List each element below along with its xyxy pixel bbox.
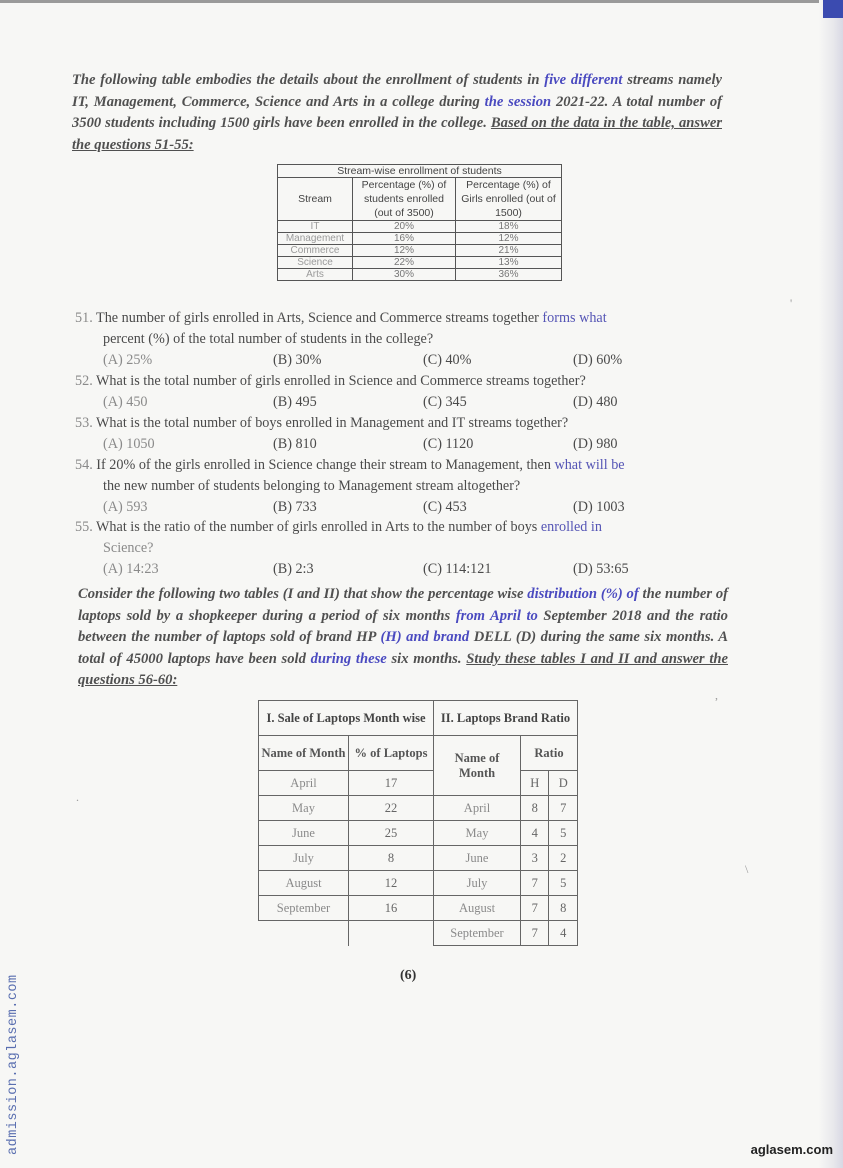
option-b: (B) 810 (273, 436, 317, 452)
ratio-month-cell: April (434, 796, 521, 821)
sales-pct-cell: 25 (349, 821, 434, 846)
option-c: (C) 40% (423, 352, 472, 368)
ratio-d-cell: 4 (549, 921, 578, 946)
question-text: What is the total number of girls enrolled in Science and Commerce streams together? (96, 373, 586, 389)
ratio-d-cell: 2 (549, 846, 578, 871)
question-number: 54. (75, 457, 93, 473)
ratio-month-cell: August (434, 896, 521, 921)
sales-pct-cell: 8 (349, 846, 434, 871)
ratio-month-cell: July (434, 871, 521, 896)
table-row (278, 221, 562, 233)
table-row (259, 871, 578, 896)
table1-stream-cell: Commerce (278, 245, 353, 257)
option-a: (A) 25% (103, 352, 153, 368)
ratio-h-cell: 7 (521, 921, 549, 946)
intro-paragraph-1 (72, 70, 722, 156)
ratio-d-cell: 7 (549, 796, 578, 821)
option-a: (A) 1050 (103, 436, 155, 452)
intro2-text-d: from April to (455, 607, 538, 624)
table-row (278, 233, 562, 245)
ratio-month-cell: September (434, 921, 521, 946)
intro1-text-e: 2021-22. A total number of 3500 students including 1500 girls have been enrolled in the college. (72, 93, 723, 131)
intro1-text-b: five different (544, 72, 623, 88)
answer-options (75, 497, 735, 517)
ratio-d-cell: 5 (549, 821, 578, 846)
intro2-text-f: (H) and brand (380, 629, 470, 645)
intro1-text-c: streams namely IT, Management, Commerce, Science and Arts in a college during (72, 72, 722, 110)
table-row (259, 821, 578, 846)
blank-cell (349, 921, 434, 946)
table1-students-cell: 16% (353, 233, 456, 245)
question-text: The number of girls enrolled in Arts, Science and Commerce streams together (96, 310, 543, 326)
table-row (278, 245, 562, 257)
option-d: (D) 980 (573, 436, 618, 452)
ratio-h-cell: 8 (521, 796, 549, 821)
table-row (259, 896, 578, 921)
table1-header-girls: Percentage (%) of Girls enrolled (out of 1500) (456, 178, 562, 221)
footer-watermark: aglasem.com (750, 1142, 833, 1157)
ratio-h-cell: 7 (521, 871, 549, 896)
ratio-d-cell: 5 (549, 871, 578, 896)
intro1-text-d: the session (484, 93, 552, 110)
answer-options (75, 434, 735, 454)
sales-month-cell: September (259, 896, 349, 921)
table1-girls-cell: 13% (456, 257, 562, 269)
scan-speck: \ (745, 862, 749, 876)
question-54 (75, 455, 735, 517)
scan-speck: ' (790, 296, 793, 310)
blank-cell (259, 921, 349, 946)
sales-pct-cell: 17 (349, 771, 434, 796)
ratio-h-cell: 3 (521, 846, 549, 871)
laptop-sales-tables (258, 700, 578, 946)
table2-caption-sales: I. Sale of Laptops Month wise (259, 701, 434, 736)
option-a: (A) 593 (103, 499, 148, 515)
scan-speck: . (76, 790, 79, 804)
table2-header-ratio: Ratio (521, 736, 578, 771)
sales-month-cell: June (259, 821, 349, 846)
answer-options (75, 392, 735, 412)
intro2-text-c: the number of laptops sold by a shopkeeper during a period of six months (78, 586, 728, 624)
option-c: (C) 114:121 (423, 561, 492, 577)
ratio-d-cell: 8 (549, 896, 578, 921)
question-52 (75, 371, 735, 412)
option-b: (B) 2:3 (273, 561, 314, 577)
question-text-continued: what will be (554, 457, 625, 473)
ratio-month-cell: May (434, 821, 521, 846)
question-text: If 20% of the girls enrolled in Science change their stream to Management, then (96, 457, 555, 473)
option-b: (B) 495 (273, 394, 317, 410)
intro1-text-a: The following table embodies the details about the enrollment of students in (72, 72, 545, 88)
side-watermark: admission.aglasem.com (6, 974, 21, 1155)
option-d: (D) 53:65 (573, 561, 629, 577)
option-a: (A) 14:23 (103, 561, 159, 577)
sales-month-cell: August (259, 871, 349, 896)
intro2-instruction: Study these tables I and II and answer the questions 56-60: (78, 650, 728, 688)
table2-header-pct: % of Laptops (349, 736, 434, 771)
table1-students-cell: 12% (353, 245, 456, 257)
question-text-line2: the new number of students belonging to Management stream altogether? (103, 478, 521, 494)
question-51 (75, 308, 735, 370)
sales-month-cell: July (259, 846, 349, 871)
top-scan-line (0, 0, 843, 3)
table1-header-students: Percentage (%) of students enrolled (out of 3500) (353, 178, 456, 221)
table1-girls-cell: 12% (456, 233, 562, 245)
option-c: (C) 453 (423, 499, 467, 515)
ratio-d-header: D (549, 771, 578, 796)
sales-month-cell: April (259, 771, 349, 796)
stream-enrollment-table (277, 164, 562, 281)
intro2-text-a: Consider the following two tables (I and II) that show the percentage wise (78, 586, 528, 602)
question-number: 51. (75, 310, 93, 326)
question-text: What is the total number of boys enrolled in Management and IT streams together? (96, 415, 569, 431)
option-b: (B) 733 (273, 499, 317, 515)
table1-stream-cell: Arts (278, 269, 353, 281)
intro1-instruction: Based on the data in the table, answer the questions 51-55: (72, 115, 722, 153)
sales-pct-cell: 16 (349, 896, 434, 921)
question-number: 53. (75, 415, 93, 431)
intro2-text-e: September 2018 and the ratio between the number of laptops sold of brand HP (78, 607, 728, 645)
table-row (259, 796, 578, 821)
table-row (278, 269, 562, 281)
ratio-h-cell: 7 (521, 896, 549, 921)
option-d: (D) 1003 (573, 499, 625, 515)
question-text-continued: forms what (542, 310, 607, 326)
question-number: 52. (75, 373, 93, 389)
table-row (259, 846, 578, 871)
scan-speck: , (715, 688, 718, 702)
table1-students-cell: 20% (353, 221, 456, 233)
table1-header-stream: Stream (278, 178, 353, 221)
table2-header-month2: Name of Month (434, 736, 521, 796)
intro2-text-b: distribution (%) of (527, 586, 639, 602)
option-a: (A) 450 (103, 394, 148, 410)
table1-girls-cell: 18% (456, 221, 562, 233)
question-53 (75, 413, 735, 454)
table-row (259, 921, 578, 946)
ratio-h-cell: 4 (521, 821, 549, 846)
table-row (278, 257, 562, 269)
intro2-text-i: six months. (386, 650, 467, 667)
intro2-text-h: during these (310, 650, 387, 667)
table1-students-cell: 30% (353, 269, 456, 281)
table1-stream-cell: Science (278, 257, 353, 269)
question-text-continued: enrolled in (540, 519, 602, 535)
question-text-line2: percent (%) of the total number of students in the college? (103, 331, 434, 347)
option-b: (B) 30% (273, 352, 322, 368)
question-text-line2: Science? (103, 540, 154, 556)
sales-pct-cell: 22 (349, 796, 434, 821)
table2-header-month: Name of Month (259, 736, 349, 771)
question-number: 55. (75, 519, 93, 535)
sales-pct-cell: 12 (349, 871, 434, 896)
ratio-month-cell: June (434, 846, 521, 871)
question-55 (75, 517, 735, 579)
table1-caption: Stream-wise enrollment of students (278, 165, 562, 178)
table1-students-cell: 22% (353, 257, 456, 269)
table1-girls-cell: 36% (456, 269, 562, 281)
table1-stream-cell: Management (278, 233, 353, 245)
page-number: (6) (400, 968, 417, 983)
table2-caption-ratio: II. Laptops Brand Ratio (434, 701, 578, 736)
answer-options (75, 350, 735, 370)
option-d: (D) 60% (573, 352, 623, 368)
answer-options (75, 559, 735, 579)
right-scan-edge (819, 0, 843, 1168)
sales-month-cell: May (259, 796, 349, 821)
option-c: (C) 1120 (423, 436, 474, 452)
intro-paragraph-2 (78, 584, 728, 692)
table1-stream-cell: IT (278, 221, 353, 233)
option-d: (D) 480 (573, 394, 618, 410)
ratio-h-header: H (521, 771, 549, 796)
option-c: (C) 345 (423, 394, 467, 410)
question-text: What is the ratio of the number of girls enrolled in Arts to the number of boys (96, 519, 541, 535)
intro2-text-g: DELL (D) during the same six months. A total of 45000 laptops have been sold (78, 629, 729, 667)
table1-girls-cell: 21% (456, 245, 562, 257)
